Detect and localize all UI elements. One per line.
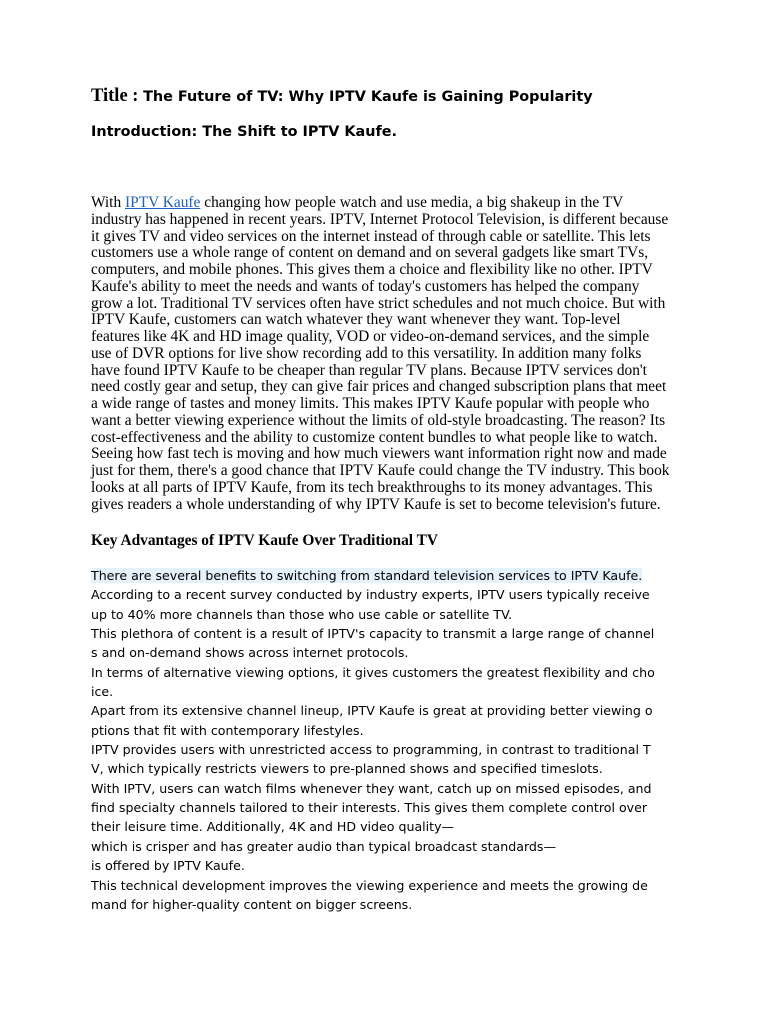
intro-line: [91, 195, 687, 212]
intro-first-suffix: changing how people watch and use media, a big shakeup in the TV: [200, 194, 624, 211]
intro-first-prefix: With: [91, 194, 126, 211]
intro-line: industry has happened in recent years. IPTV, Internet Protocol Television, is different because: [91, 210, 669, 228]
advantages-text: [91, 566, 691, 914]
intro-line: gives readers a whole understanding of why IPTV Kaufe is set to become television's future.: [91, 495, 661, 513]
intro-line: need costly gear and setup, they can give fair prices and changed subscription plans that meet: [91, 378, 667, 396]
key-advantages-heading: Key Advantages of IPTV Kaufe Over Traditional TV: [91, 532, 439, 549]
adv-line: their leisure time. Additionally, 4K and HD video quality—: [91, 819, 455, 835]
adv-line: ptions that fit with contemporary lifestyles.: [91, 722, 364, 738]
adv-highlight-line: There are several benefits to switching from standard television services to IPTV Kaufe.: [91, 568, 643, 583]
adv-line: In terms of alternative viewing options, it gives customers the greatest flexibility and cho: [91, 664, 655, 680]
adv-line: find specialty channels tailored to their interests. This gives them complete control over: [91, 800, 648, 816]
intro-line: cost-effectiveness and the ability to customize content bundles to what people like to watch.: [91, 428, 658, 446]
adv-line: which is crisper and has greater audio than typical broadcast standards—: [91, 838, 557, 854]
adv-line: [91, 566, 691, 585]
adv-line: is offered by IPTV Kaufe.: [91, 858, 245, 874]
adv-line: Apart from its extensive channel lineup, IPTV Kaufe is great at providing better viewing o: [91, 703, 653, 719]
adv-line: V, which typically restricts viewers to pre-planned shows and specified timeslots.: [91, 761, 603, 777]
title-prefix: Title :: [91, 86, 144, 106]
intro-line: customers use a whole range of content on demand and on several gadgets like smart TVs,: [91, 244, 649, 262]
intro-line: looks at all parts of IPTV Kaufe, from its tech breakthroughs to its money advantages. This: [91, 478, 653, 496]
intro-line: a wide range of tastes and money limits. This makes IPTV Kaufe popular with people who: [91, 395, 650, 412]
adv-line: mand for higher-quality content on bigger screens.: [91, 896, 413, 912]
intro-line: features like 4K and HD image quality, VOD or video-on-demand services, and the simple: [91, 328, 650, 345]
title-text: The Future of TV: Why IPTV Kaufe is Gaining Popularity: [143, 89, 593, 105]
intro-heading: Introduction: The Shift to IPTV Kaufe.: [91, 124, 398, 140]
intro-line: computers, and mobile phones. This gives them a choice and flexibility like no other. IPTV: [91, 261, 653, 278]
intro-line: grow a lot. Traditional TV services often have strict schedules and not much choice. But with: [91, 294, 666, 312]
intro-line: Kaufe's ability to meet the needs and wants of today's customers has helped the company: [91, 277, 640, 295]
adv-line: This plethora of content is a result of IPTV's capacity to transmit a large range of channel: [91, 626, 655, 642]
intro-line: have found IPTV Kaufe to be cheaper than regular TV plans. Because IPTV services don't: [91, 361, 647, 379]
intro-line: just for them, there's a good chance that IPTV Kaufe could change the TV industry. This book: [91, 462, 670, 479]
intro-paragraph: [91, 195, 687, 513]
intro-line: use of DVR options for live show recording add to this versatility. In addition many folks: [91, 344, 642, 362]
adv-line: s and on-demand shows across internet protocols.: [91, 645, 409, 661]
intro-line: Seeing how fast tech is moving and how much viewers want information right now and made: [91, 445, 667, 463]
adv-line: up to 40% more channels than those who use cable or satellite TV.: [91, 606, 513, 622]
intro-line: IPTV Kaufe, customers can watch whatever they want whenever they want. Top-level: [91, 311, 621, 329]
intro-line: it gives TV and video services on the internet instead of through cable or satellite. This lets: [91, 227, 651, 245]
iptv-kaufe-link[interactable]: IPTV Kaufe: [125, 194, 201, 211]
adv-line: According to a recent survey conducted by industry experts, IPTV users typically receive: [91, 587, 650, 603]
adv-line: ice.: [91, 684, 114, 700]
document-title: [91, 86, 711, 107]
adv-line: This technical development improves the viewing experience and meets the growing de: [91, 877, 648, 893]
adv-line: With IPTV, users can watch films whenever they want, catch up on missed episodes, and: [91, 780, 652, 796]
intro-line: want a better viewing experience without the limits of old-style broadcasting. The reason? Its: [91, 411, 666, 429]
adv-line: IPTV provides users with unrestricted access to programming, in contrast to traditional T: [91, 742, 651, 758]
